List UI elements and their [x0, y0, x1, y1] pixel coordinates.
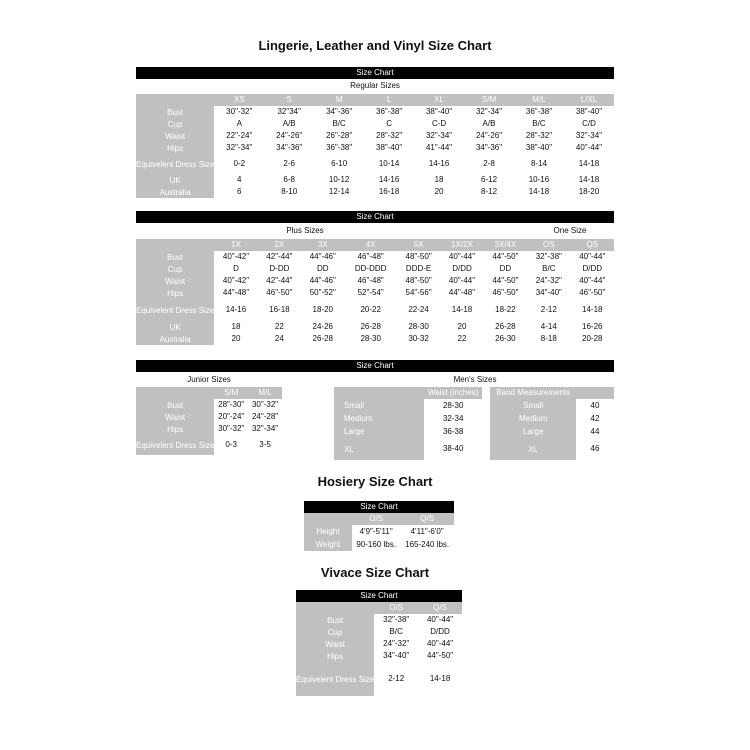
- column-header: S: [264, 94, 314, 106]
- row-label: UK: [136, 174, 214, 186]
- table-row: [136, 142, 614, 154]
- column-header: QS: [571, 239, 614, 251]
- row-label: Height: [304, 525, 352, 538]
- row-label: Equivelent Dress Size: [296, 662, 374, 696]
- header-row: [304, 513, 454, 525]
- table-row: [334, 438, 614, 460]
- table-cell: 14-18: [528, 187, 550, 196]
- gap-cell: [482, 438, 490, 460]
- row-label: Bust: [136, 399, 214, 411]
- band-header: Band Measurements: [490, 387, 576, 399]
- table-cell: 18: [231, 322, 241, 331]
- vivace-title: Vivace Size Chart: [320, 565, 430, 580]
- table-cell: DD-DDD: [354, 264, 387, 273]
- table-cell: 30-32: [408, 334, 429, 343]
- table-cell: 2-6: [283, 159, 295, 168]
- table-cell: 14-16: [428, 159, 450, 168]
- column-header: L/XL: [564, 94, 614, 106]
- band-size-label: Medium: [490, 412, 576, 425]
- table-cell: 42"-44": [266, 252, 293, 261]
- table-cell: 18-20: [312, 305, 334, 314]
- gap-cell: [482, 399, 490, 412]
- table-cell: D/DD: [452, 264, 472, 273]
- row-label: Equivelent Dress Size: [136, 299, 214, 321]
- table-cell: 26-28: [495, 322, 516, 331]
- corner-cell: [334, 387, 424, 399]
- column-header: 1X: [214, 239, 257, 251]
- band-cell: 42: [590, 413, 600, 423]
- row-label: Hips: [136, 142, 214, 154]
- table-cell: 28"-30": [218, 400, 245, 409]
- corner-cell: [296, 602, 374, 614]
- table-cell: 40"-44": [426, 639, 454, 648]
- table-cell: 8-10: [281, 187, 298, 196]
- table-cell: 34"-36": [326, 107, 353, 116]
- column-header: O/S: [352, 513, 400, 525]
- regular-sizes-table: [136, 94, 614, 198]
- table-cell: 30"-32": [218, 424, 245, 433]
- header-row: [136, 387, 282, 399]
- table-cell: B/C: [332, 119, 346, 128]
- mens-waist-cell: 32-34: [442, 413, 464, 423]
- table-cell: 6-10: [331, 159, 348, 168]
- table-cell: 36"-38": [376, 107, 403, 116]
- column-header: 2X: [258, 239, 301, 251]
- table-cell: 38"-40": [575, 107, 603, 116]
- table-cell: 8-18: [540, 334, 557, 343]
- table-cell: 32"-34": [226, 143, 253, 152]
- table-row: [136, 275, 614, 287]
- table-row: [334, 412, 614, 425]
- table-row: [136, 399, 282, 411]
- table-cell: 10-12: [328, 175, 350, 184]
- column-header: Q/S: [400, 513, 454, 525]
- table-row: [136, 287, 614, 299]
- table-cell: 41"-44": [425, 143, 453, 152]
- table-cell: 34"-36": [276, 143, 303, 152]
- table-cell: 18: [434, 175, 444, 184]
- table-cell: 10-14: [378, 159, 400, 168]
- table-cell: 22"-24": [226, 131, 253, 140]
- table-cell: B/C: [542, 264, 556, 273]
- mens-waist-cell: 38-40: [442, 444, 464, 453]
- band-cell: 40: [590, 400, 600, 410]
- row-label: Cup: [136, 118, 214, 130]
- corner-cell: [136, 239, 214, 251]
- table-cell: 16-18: [269, 305, 290, 314]
- band-cell: 46: [590, 444, 600, 453]
- table-cell: DD: [499, 264, 512, 273]
- header-row: [334, 387, 614, 399]
- table-cell: 32"-34": [475, 107, 503, 116]
- table-row: [136, 321, 614, 333]
- table-cell: 32"34": [277, 107, 301, 116]
- column-header: XL: [414, 94, 464, 106]
- table-cell: 0-2: [233, 159, 246, 168]
- table-cell: 26-28: [312, 334, 334, 343]
- table-cell: 40"-44": [579, 252, 606, 261]
- column-header: S/M: [214, 387, 248, 399]
- column-header: Q/S: [418, 602, 462, 614]
- table-cell: 4-14: [540, 322, 557, 331]
- table-cell: 14-18: [578, 175, 600, 184]
- corner-cell: [304, 513, 352, 525]
- table-cell: 18-22: [495, 305, 516, 314]
- table-row: [334, 399, 614, 412]
- table-row: [136, 130, 614, 142]
- band-size-label: Large: [490, 425, 576, 438]
- table-cell: 34"-40": [383, 651, 410, 660]
- hosiery-table: [304, 513, 454, 551]
- table-cell: 40"-44": [579, 276, 606, 285]
- row-label: Bust: [136, 251, 214, 263]
- table-cell: 22-24: [408, 305, 429, 314]
- row-label: Waist: [136, 130, 214, 142]
- table-row: [136, 435, 282, 455]
- table-cell: 4'11"-6'0": [410, 526, 444, 536]
- band-size-label: XL: [490, 438, 576, 460]
- table-cell: 165-240 lbs.: [405, 539, 450, 549]
- table-cell: 46"-50": [492, 288, 519, 297]
- row-label: Waist: [136, 411, 214, 423]
- column-header: 1X/2X: [440, 239, 483, 251]
- table-cell: B/C: [389, 627, 403, 636]
- table-cell: 24: [274, 334, 284, 343]
- table-cell: 34"-36": [475, 143, 503, 152]
- table-cell: 44"-50": [426, 651, 454, 660]
- table-cell: 44"-46": [309, 276, 336, 285]
- gap-cell: [482, 425, 490, 438]
- mens-waist-cell: 36-38: [442, 426, 464, 436]
- table-cell: 40"-42": [222, 252, 250, 261]
- table-row: [136, 263, 614, 275]
- table-cell: 10-16: [528, 175, 550, 184]
- column-header: OS: [527, 239, 570, 251]
- mens-sizes-table: [334, 387, 614, 460]
- table-row: [136, 251, 614, 263]
- regular-sizes-heading: Regular Sizes: [350, 81, 400, 90]
- vivace-table: [296, 602, 462, 696]
- corner-cell: [136, 94, 214, 106]
- column-header: 5X: [397, 239, 440, 251]
- table-cell: 14-18: [578, 159, 600, 168]
- table-cell: 32"-34": [575, 131, 603, 140]
- table-cell: 24"-26": [475, 131, 503, 140]
- gap-cell: [482, 412, 490, 425]
- table-cell: 20"-24": [218, 412, 245, 421]
- table-cell: 24-26: [312, 322, 334, 331]
- table-cell: 24"-32": [535, 276, 562, 285]
- row-label: Waist: [136, 275, 214, 287]
- column-header: 4X: [344, 239, 396, 251]
- row-label: Hips: [136, 287, 214, 299]
- column-header: S/M: [464, 94, 514, 106]
- plus-sizes-table: [136, 239, 614, 345]
- row-label: Cup: [296, 626, 374, 638]
- table-cell: 44"-50": [492, 276, 519, 285]
- table-cell: 2-12: [388, 674, 405, 683]
- table-cell: 0-3: [225, 440, 237, 449]
- table-row: [334, 425, 614, 438]
- row-label: Australia: [136, 186, 214, 198]
- table-cell: 2-12: [540, 305, 557, 314]
- table-cell: 14-16: [378, 175, 400, 184]
- table-cell: C-D: [431, 119, 447, 128]
- table-cell: 24"-26": [276, 131, 303, 140]
- size-chart-bar-plus: Size Chart: [136, 211, 614, 223]
- table-row: [136, 299, 614, 321]
- table-cell: 4'9"-5'11": [359, 526, 393, 536]
- table-cell: 6-8: [283, 175, 295, 184]
- table-cell: 48"-50": [405, 276, 432, 285]
- row-label: Bust: [296, 614, 374, 626]
- table-cell: 44"-46": [309, 252, 336, 261]
- table-cell: 8-12: [481, 187, 498, 196]
- one-size-heading: One Size: [553, 226, 587, 235]
- vivace-size-chart-bar: Size Chart: [296, 590, 462, 602]
- page-title: Lingerie, Leather and Vinyl Size Chart: [258, 38, 492, 53]
- table-cell: 46"-48": [357, 276, 384, 285]
- table-cell: 20: [457, 322, 467, 331]
- size-chart-bar-junior-mens: Size Chart: [136, 360, 614, 372]
- table-cell: 14-18: [582, 305, 603, 314]
- row-label: Cup: [136, 263, 214, 275]
- table-cell: 32"-38": [535, 252, 562, 261]
- band-size-label: Small: [490, 399, 576, 412]
- column-header: 3X/4X: [484, 239, 527, 251]
- table-cell: 44"-50": [492, 252, 519, 261]
- table-cell: 28-30: [360, 334, 381, 343]
- table-cell: D-DD: [269, 264, 290, 273]
- table-cell: 48"-50": [405, 252, 432, 261]
- row-label: Australia: [136, 333, 214, 345]
- junior-sizes-table: [136, 387, 282, 455]
- corner-cell: [576, 387, 614, 399]
- hosiery-title: Hosiery Size Chart: [317, 474, 433, 489]
- table-cell: 44"-48": [448, 288, 476, 297]
- table-cell: 16-18: [378, 187, 400, 196]
- band-cell: 44: [590, 426, 600, 436]
- junior-sizes-heading: Junior Sizes: [187, 375, 231, 384]
- header-row: [296, 602, 462, 614]
- column-header: M/L: [248, 387, 282, 399]
- table-cell: 42"-44": [266, 276, 293, 285]
- corner-cell: [136, 387, 214, 399]
- header-row: [136, 239, 614, 251]
- table-cell: D/DD: [582, 264, 603, 273]
- table-cell: 30"-32": [226, 107, 253, 116]
- table-cell: 30"-32": [251, 400, 279, 409]
- table-cell: 46"-50": [266, 288, 293, 297]
- column-header: M/L: [514, 94, 564, 106]
- table-cell: 46"-48": [357, 252, 384, 261]
- table-row: [136, 411, 282, 423]
- column-header: XS: [214, 94, 264, 106]
- table-cell: 20: [434, 187, 444, 196]
- table-cell: 26"-28": [326, 131, 353, 140]
- mens-waist-cell: 28-30: [442, 400, 464, 410]
- table-cell: 40"-44": [448, 276, 476, 285]
- table-cell: 34"-40": [535, 288, 562, 297]
- table-cell: A: [236, 119, 242, 128]
- table-cell: C/D: [582, 119, 596, 128]
- table-row: [136, 154, 614, 174]
- row-label: UK: [136, 321, 214, 333]
- mens-size-label: Medium: [334, 412, 424, 425]
- table-cell: 12-14: [328, 187, 350, 196]
- plus-sizes-heading: Plus Sizes: [286, 226, 324, 235]
- table-cell: 16-26: [582, 322, 603, 331]
- table-cell: 26-30: [495, 334, 516, 343]
- table-cell: 6: [237, 187, 242, 196]
- column-header: 3X: [301, 239, 344, 251]
- table-row: [136, 186, 614, 198]
- table-cell: 28"-32": [525, 131, 553, 140]
- table-cell: D/DD: [430, 627, 450, 636]
- table-row: [304, 525, 454, 538]
- row-label: Waist: [296, 638, 374, 650]
- table-cell: 40"-42": [222, 276, 250, 285]
- table-cell: 54"-56": [405, 288, 432, 297]
- table-cell: 40"-44": [426, 615, 454, 624]
- table-cell: 36"-38": [326, 143, 353, 152]
- table-cell: 36"-38": [525, 107, 553, 116]
- table-cell: 2-8: [483, 159, 495, 168]
- table-cell: 22: [274, 322, 284, 331]
- table-cell: 24"-32": [383, 639, 410, 648]
- table-cell: 32"-34": [425, 131, 453, 140]
- table-row: [136, 174, 614, 186]
- table-row: [304, 538, 454, 551]
- table-cell: 14-18: [451, 305, 473, 314]
- table-cell: 20-28: [582, 334, 603, 343]
- mens-size-label: Large: [334, 425, 424, 438]
- column-header: M: [314, 94, 364, 106]
- table-row: [136, 106, 614, 118]
- table-cell: 52"-54": [357, 288, 384, 297]
- table-row: [136, 118, 614, 130]
- table-cell: 3-5: [259, 440, 271, 449]
- table-cell: A/B: [482, 119, 496, 128]
- table-cell: B/C: [532, 119, 546, 128]
- table-cell: 38"-40": [525, 143, 553, 152]
- table-cell: 14-16: [225, 305, 247, 314]
- header-row: [136, 94, 614, 106]
- table-row: [296, 614, 462, 626]
- table-cell: 8-14: [530, 159, 547, 168]
- table-row: [296, 650, 462, 662]
- table-row: [296, 662, 462, 696]
- table-cell: 28"-32": [376, 131, 403, 140]
- hosiery-size-chart-bar: Size Chart: [304, 501, 454, 513]
- table-row: [296, 626, 462, 638]
- mens-size-label: XL: [334, 438, 424, 460]
- table-cell: DD: [317, 264, 329, 273]
- table-cell: 46"-50": [579, 288, 606, 297]
- row-label: Weight: [304, 538, 352, 551]
- table-row: [136, 333, 614, 345]
- table-cell: 14-18: [429, 674, 451, 683]
- row-label: Equivelent Dress Size: [136, 435, 214, 455]
- table-cell: 28-30: [408, 322, 429, 331]
- table-cell: DDD-E: [405, 264, 432, 273]
- table-cell: 50"-52": [309, 288, 336, 297]
- table-cell: 26-28: [360, 322, 381, 331]
- size-chart-bar-regular: Size Chart: [136, 67, 614, 79]
- row-label: Bust: [136, 106, 214, 118]
- column-header: L: [364, 94, 414, 106]
- table-cell: 40"-44": [448, 252, 476, 261]
- gap-cell: [482, 387, 490, 399]
- table-cell: D: [233, 264, 239, 273]
- table-cell: 24"-28": [251, 412, 279, 421]
- waist-header: Waist (inches): [424, 387, 482, 399]
- table-cell: C: [386, 119, 392, 128]
- table-cell: A/B: [282, 119, 296, 128]
- table-cell: 90-160 lbs.: [356, 539, 396, 549]
- row-label: Hips: [296, 650, 374, 662]
- table-cell: 22: [457, 334, 467, 343]
- table-cell: 40"-44": [575, 143, 603, 152]
- table-cell: 38"-40": [425, 107, 453, 116]
- mens-sizes-heading: Men's Sizes: [453, 375, 497, 384]
- mens-size-label: Small: [334, 399, 424, 412]
- table-row: [296, 638, 462, 650]
- row-label: Equivelent Dress Size: [136, 154, 214, 174]
- table-cell: 18-20: [578, 187, 600, 196]
- column-header: O/S: [374, 602, 418, 614]
- table-row: [136, 423, 282, 435]
- table-cell: 6-12: [481, 175, 498, 184]
- table-cell: 32"-34": [251, 424, 279, 433]
- table-cell: 20-22: [360, 305, 381, 314]
- table-cell: 4: [237, 175, 242, 184]
- table-cell: 44"-48": [222, 288, 250, 297]
- table-cell: 20: [231, 334, 241, 343]
- table-cell: 38"-40": [376, 143, 403, 152]
- table-cell: 32"-38": [383, 615, 410, 624]
- row-label: Hips: [136, 423, 214, 435]
